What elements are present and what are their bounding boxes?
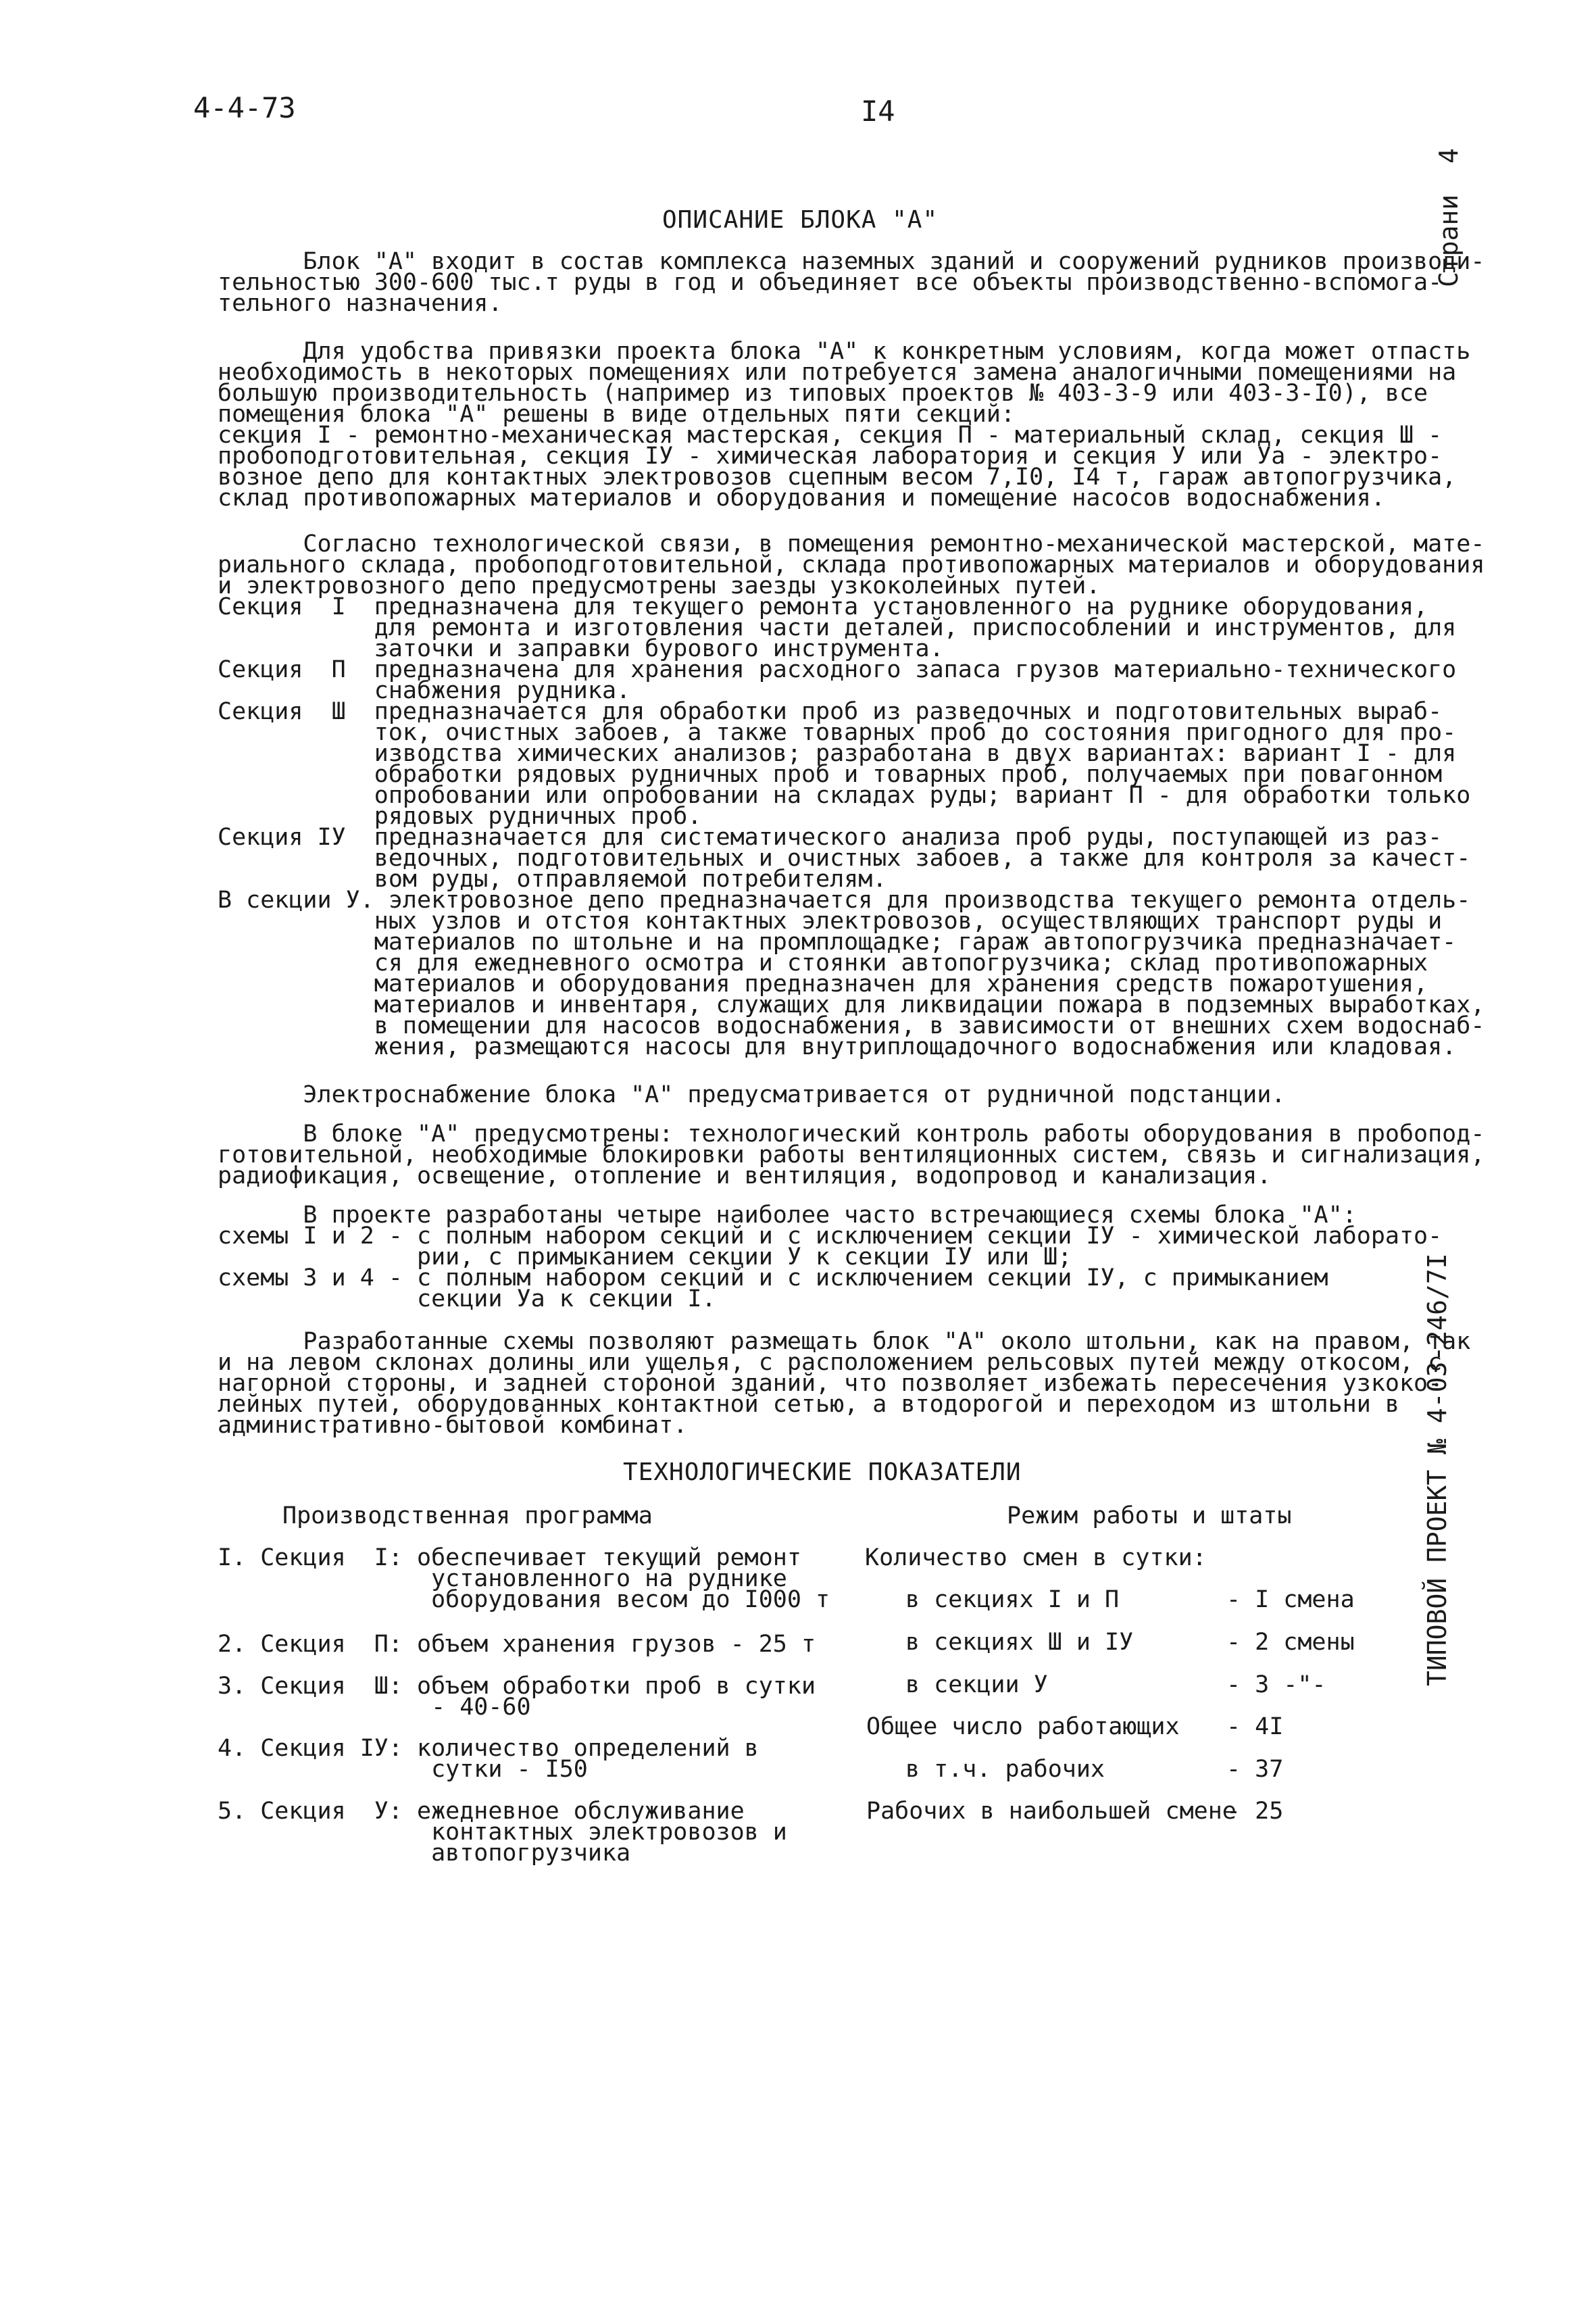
text-line: тельностью 300-600 тыс.т руды в год и объединяет все объекты производственно-вспомога-: [218, 269, 1443, 296]
margin-page-label: Страни 4: [1434, 148, 1464, 287]
text-line: помещения блока "А" решены в виде отдельных пяти секций:: [218, 401, 1016, 428]
text-line: секции Уа к секции I.: [218, 1285, 716, 1312]
paragraph-power: [218, 1081, 1393, 1108]
text-line: схемы I и 2 - с полным набором секций и с исключением секции IУ - химической лаборато-: [218, 1223, 1443, 1250]
program-item: 3. Секция Ш: объем обработки проб в сутки - 40-60: [218, 1673, 816, 1721]
text-line: секция I - ремонтно-механическая мастерская, секция П - материальный склад, секция Ш -: [218, 422, 1443, 449]
shifts-title: Количество смен в сутки:: [865, 1544, 1207, 1571]
text-line: пробоподготовительная, секция IУ - химическая лаборатория и секция У или Уа - электро-: [218, 443, 1443, 470]
text-line: изводства химических анализов; разработана в двух вариантах: вариант I - для: [218, 740, 1457, 767]
text-line: возное депо для контактных электровозов сцепным весом 7,I0, I4 т, гараж автопогрузчика,: [218, 464, 1457, 491]
page-title: ОПИСАНИЕ БЛОКА "А": [662, 206, 939, 234]
text-line: Электроснабжение блока "А" предусматривается от рудничной подстанции.: [218, 1081, 1286, 1108]
text-line: радиофикация, освещение, отопление и вентиляция, водопровод и канализация.: [218, 1162, 1272, 1189]
text-line: лейных путей, оборудованных контактной сетью, а втодорогой и переходом из штольни в: [218, 1391, 1399, 1418]
text-line: Секция I предназначена для текущего ремонта установленного на руднике оборудования,: [218, 593, 1428, 620]
paragraph-schemes: [218, 1202, 1443, 1312]
text-line: вом руды, отправляемой потребителям.: [218, 866, 887, 893]
text-line: Согласно технологической связи, в помещения ремонтно-механической мастерской, мате-: [218, 531, 1485, 558]
text-line: тельного назначения.: [218, 290, 503, 317]
text-line: Для удобства привязки проекта блока "А" к конкретным условиям, когда может отпасть: [218, 338, 1471, 365]
regime-value: - I смена: [1226, 1586, 1355, 1613]
text-line: материалов по штольне и на промплощадке; гараж автопогрузчика предназначает-: [218, 929, 1457, 956]
text-line: большую производительность (например из типовых проектов № 403-3-9 или 403-3-I0), все: [218, 380, 1428, 407]
regime-label: Рабочих в наибольшей смене: [866, 1798, 1237, 1825]
text-line: административно-бытовой комбинат.: [218, 1412, 688, 1439]
text-line: риального склада, пробоподготовительной, склада противопожарных материалов и оборудования: [218, 551, 1485, 578]
program-item: I. Секция I: обеспечивает текущий ремонт установленного на руднике оборудования весом до I000 т: [218, 1544, 830, 1613]
text-line: Секция П предназначена для хранения расходного запаса грузов материально-технического: [218, 656, 1457, 683]
indicators-title: ТЕХНОЛОГИЧЕСКИЕ ПОКАЗАТЕЛИ: [623, 1458, 1022, 1486]
text-line: жения, размещаются насосы для внутриплощадочного водоснабжения или кладовая.: [218, 1033, 1457, 1060]
regime-header: Режим работы и штаты: [1007, 1502, 1292, 1529]
text-line: В проекте разработаны четыре наиболее часто встречающиеся схемы блока "А":: [218, 1202, 1357, 1229]
text-line: Блок "А" входит в состав комплекса наземных зданий и сооружений рудников производи-: [218, 248, 1485, 275]
text-line: необходимость в некоторых помещениях или потребуется замена аналогичными помещениями на: [218, 359, 1457, 386]
regime-label: в т.ч. рабочих: [905, 1756, 1105, 1783]
text-line: рии, с примыканием секции У к секции IУ или Ш;: [218, 1244, 1072, 1271]
paragraph-placement: [218, 1328, 1471, 1439]
program-item: 4. Секция IУ: количество определений в сутки - I50: [218, 1735, 759, 1783]
document-code: 4-4-73: [193, 91, 296, 124]
program-item: 2. Секция П: объем хранения грузов - 25 т: [218, 1631, 816, 1658]
regime-label: в секции У: [905, 1671, 1048, 1698]
program-item: 5. Секция У: ежедневное обслуживание контактных электровозов и автопогрузчика: [218, 1798, 787, 1867]
text-line: В блоке "А" предусмотрены: технологический контроль работы оборудования в пробопод-: [218, 1121, 1485, 1148]
regime-label: в секциях I и П: [905, 1586, 1120, 1613]
text-line: нагорной стороны, и задней стороной зданий, что позволяет избежать пересечения узкоко-: [218, 1370, 1443, 1397]
regime-value: - 4I: [1226, 1713, 1284, 1740]
text-line: склад противопожарных материалов и оборудования и помещение насосов водоснабжения.: [218, 485, 1385, 512]
text-line: снабжения рудника.: [218, 677, 631, 704]
text-line: ток, очистных забоев, а также товарных проб до состояния пригодного для про-: [218, 719, 1457, 746]
text-line: ных узлов и отстоя контактных электровозов, осуществляющих транспорт руды и: [218, 908, 1443, 935]
margin-project-label: ТИПОВОЙ ПРОЕКТ № 4-03-246/7I: [1422, 1253, 1452, 1686]
text-line: опробовании или опробовании на складах руды; вариант П - для обработки только: [218, 782, 1471, 809]
text-line: схемы 3 и 4 - с полным набором секций и с исключением секции IУ, с примыканием: [218, 1264, 1328, 1291]
program-header: Производственная программа: [282, 1502, 653, 1529]
regime-value: - 25: [1226, 1798, 1284, 1825]
text-line: Разработанные схемы позволяют размещать блок "А" около штольни, как на правом, так: [218, 1328, 1471, 1355]
paragraph-sections: [218, 338, 1471, 512]
regime-label: Общее число работающих: [866, 1713, 1180, 1740]
text-line: рядовых рудничных проб.: [218, 803, 702, 830]
text-line: для ремонта и изготовления части деталей, приспособлений и инструментов, для: [218, 614, 1457, 641]
text-line: материалов и оборудования предназначен для хранения средств пожаротушения,: [218, 970, 1428, 998]
text-line: готовительной, необходимые блокировки работы вентиляционных систем, связь и сигнализация,: [218, 1141, 1485, 1168]
text-line: и электровозного депо предусмотрены заезды узкоколейных путей.: [218, 572, 1101, 599]
page-number: I4: [861, 95, 895, 128]
paragraph-tech-links: [218, 531, 1485, 1060]
text-line: ведочных, подготовительных и очистных забоев, а также для контроля за качест-: [218, 845, 1471, 872]
paragraph-provisions: [218, 1121, 1485, 1189]
regime-value: - 2 смены: [1226, 1629, 1355, 1656]
text-line: Секция IУ предназначается для систематического анализа проб руды, поступающей из раз-: [218, 824, 1443, 851]
regime-value: - 3 -"-: [1226, 1671, 1326, 1698]
text-line: В секции У. электровозное депо предназначается для производства текущего ремонта отдель-: [218, 887, 1471, 914]
text-line: Секция Ш предназначается для обработки проб из разведочных и подготовительных выраб-: [218, 698, 1443, 725]
text-line: и на левом склонах долины или ущелья, с расположением рельсовых путей между откосом, с: [218, 1349, 1443, 1376]
text-line: в помещении для насосов водоснабжения, в зависимости от внешних схем водоснаб-: [218, 1012, 1485, 1039]
paragraph-intro: [218, 248, 1485, 317]
regime-value: - 37: [1226, 1756, 1284, 1783]
text-line: обработки рядовых рудничных проб и товарных проб, получаемых при повагонном: [218, 761, 1443, 788]
text-line: ся для ежедневного осмотра и стоянки автопогрузчика; склад противопожарных: [218, 950, 1428, 977]
text-line: материалов и инвентаря, служащих для ликвидации пожара в подземных выработках,: [218, 991, 1485, 1018]
text-line: заточки и заправки бурового инструмента.: [218, 635, 944, 662]
regime-label: в секциях Ш и IУ: [905, 1629, 1134, 1656]
